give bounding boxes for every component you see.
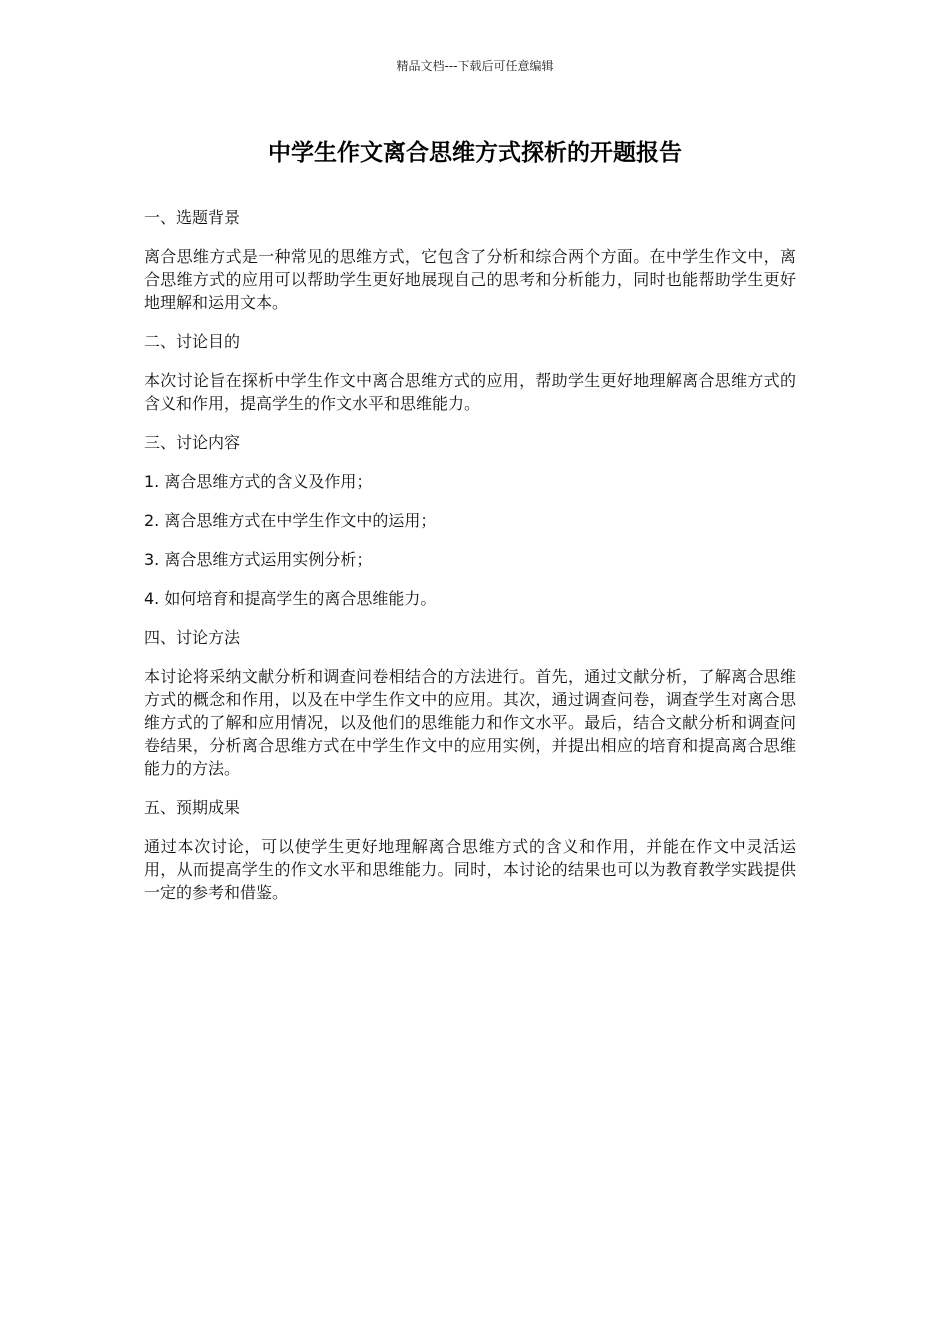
section-heading-content: 三、讨论内容 <box>144 433 241 452</box>
list-item: 3. 离合思维方式运用实例分析； <box>144 550 373 569</box>
document-body <box>144 206 796 920</box>
section-paragraph-purpose: 本次讨论旨在探析中学生作文中离合思维方式的应用，帮助学生更好地理解离合思维方式的含义和作用，提高学生的作文水平和思维能力。 <box>144 371 796 413</box>
section-paragraph-method: 本讨论将采纳文献分析和调查问卷相结合的方法进行。首先，通过文献分析，了解离合思维方式的概念和作用，以及在中学生作文中的应用。其次，通过调查问卷，调查学生对离合思维方式的了解和应用情况，以及他们的思维能力和作文水平。最后，结合文献分析和调查问卷结果，分析离合思维方式在中学生作文中的应用实例，并提出相应的培育和提高离合思维能力的方法。 <box>144 667 796 778</box>
section-paragraph-outcomes: 通过本次讨论，可以使学生更好地理解离合思维方式的含义和作用，并能在作文中灵活运用，从而提高学生的作文水平和思维能力。同时，本讨论的结果也可以为教育教学实践提供一定的参考和借鉴。 <box>144 837 796 902</box>
section-heading-purpose: 二、讨论目的 <box>144 332 241 351</box>
section-heading-outcomes: 五、预期成果 <box>144 798 241 817</box>
list-item: 4. 如何培育和提高学生的离合思维能力。 <box>144 589 437 608</box>
section-paragraph-background: 离合思维方式是一种常见的思维方式，它包含了分析和综合两个方面。在中学生作文中，离合思维方式的应用可以帮助学生更好地展现自己的思考和分析能力，同时也能帮助学生更好地理解和运用文本。 <box>144 247 796 312</box>
list-item: 1. 离合思维方式的含义及作用； <box>144 472 373 491</box>
page-header: 精品文档---下载后可任意编辑 <box>396 59 554 73</box>
document-title: 中学生作文离合思维方式探析的开题报告 <box>268 140 682 166</box>
list-item: 2. 离合思维方式在中学生作文中的运用； <box>144 511 437 530</box>
section-heading-background: 一、选题背景 <box>144 208 241 227</box>
section-heading-method: 四、讨论方法 <box>144 628 241 647</box>
